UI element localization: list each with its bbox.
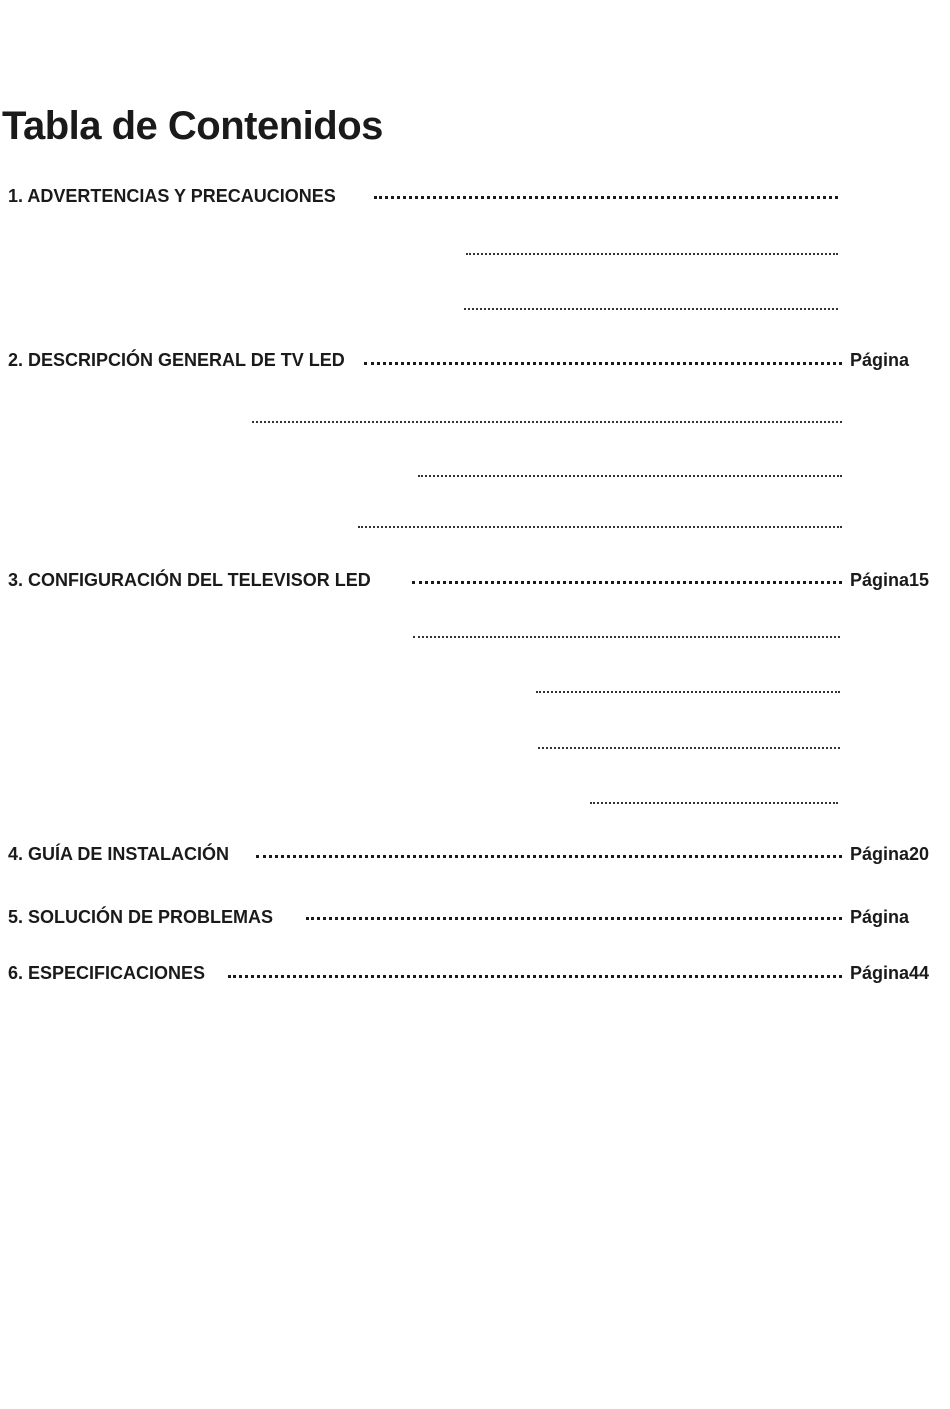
toc-entry-descripcion[interactable] xyxy=(0,348,950,378)
dot-leader xyxy=(466,253,838,255)
toc-entry-label: 3. CONFIGURACIÓN DEL TELEVISOR LED xyxy=(8,570,371,590)
toc-entry-page: Página xyxy=(850,907,910,927)
toc-subentry-leader-row xyxy=(0,517,950,547)
dot-leader xyxy=(538,747,840,749)
toc-entry-label: 5. SOLUCIÓN DE PROBLEMAS xyxy=(8,907,274,927)
dot-leader xyxy=(252,421,842,423)
dot-leader xyxy=(536,691,840,693)
toc-entry-problemas[interactable] xyxy=(0,905,950,935)
dot-leader xyxy=(306,917,842,920)
dot-leader xyxy=(228,975,842,978)
page-title: Tabla de Contenidos xyxy=(2,104,383,148)
dot-leader xyxy=(590,802,838,804)
toc-entry-page: Página20 xyxy=(850,844,930,864)
toc-entry-label: 4. GUÍA DE INSTALACIÓN xyxy=(8,844,230,864)
toc-entry-page: Página44 xyxy=(850,963,930,983)
toc-entry-label: 6. ESPECIFICACIONES xyxy=(8,963,206,983)
toc-entry-label: 1. ADVERTENCIAS Y PRECAUCIONES xyxy=(8,186,336,206)
dot-leader xyxy=(413,636,840,638)
toc-subentry-leader-row xyxy=(0,627,950,657)
toc-subentry-leader-row xyxy=(0,244,950,274)
toc-subentry-leader-row xyxy=(0,412,950,442)
dot-leader xyxy=(364,362,842,365)
toc-entry-page: Página xyxy=(850,350,910,370)
toc-entry-label: 2. DESCRIPCIÓN GENERAL DE TV LED xyxy=(8,350,345,370)
toc-subentry-leader-row xyxy=(0,738,950,768)
toc-entry-page: Página15 xyxy=(850,570,930,590)
toc-subentry-leader-row xyxy=(0,682,950,712)
dot-leader xyxy=(464,308,838,310)
toc-entry-especificaciones[interactable] xyxy=(0,961,950,991)
dot-leader xyxy=(418,475,842,477)
dot-leader xyxy=(374,196,838,199)
toc-subentry-leader-row xyxy=(0,466,950,496)
toc-subentry-leader-row xyxy=(0,299,950,329)
dot-leader xyxy=(256,855,842,858)
dot-leader xyxy=(358,526,842,528)
toc-entry-instalacion[interactable] xyxy=(0,842,950,872)
toc-entry-advertencias[interactable] xyxy=(0,184,950,214)
toc-subentry-leader-row xyxy=(0,793,950,823)
dot-leader xyxy=(412,581,842,584)
toc-entry-configuracion[interactable] xyxy=(0,568,950,598)
